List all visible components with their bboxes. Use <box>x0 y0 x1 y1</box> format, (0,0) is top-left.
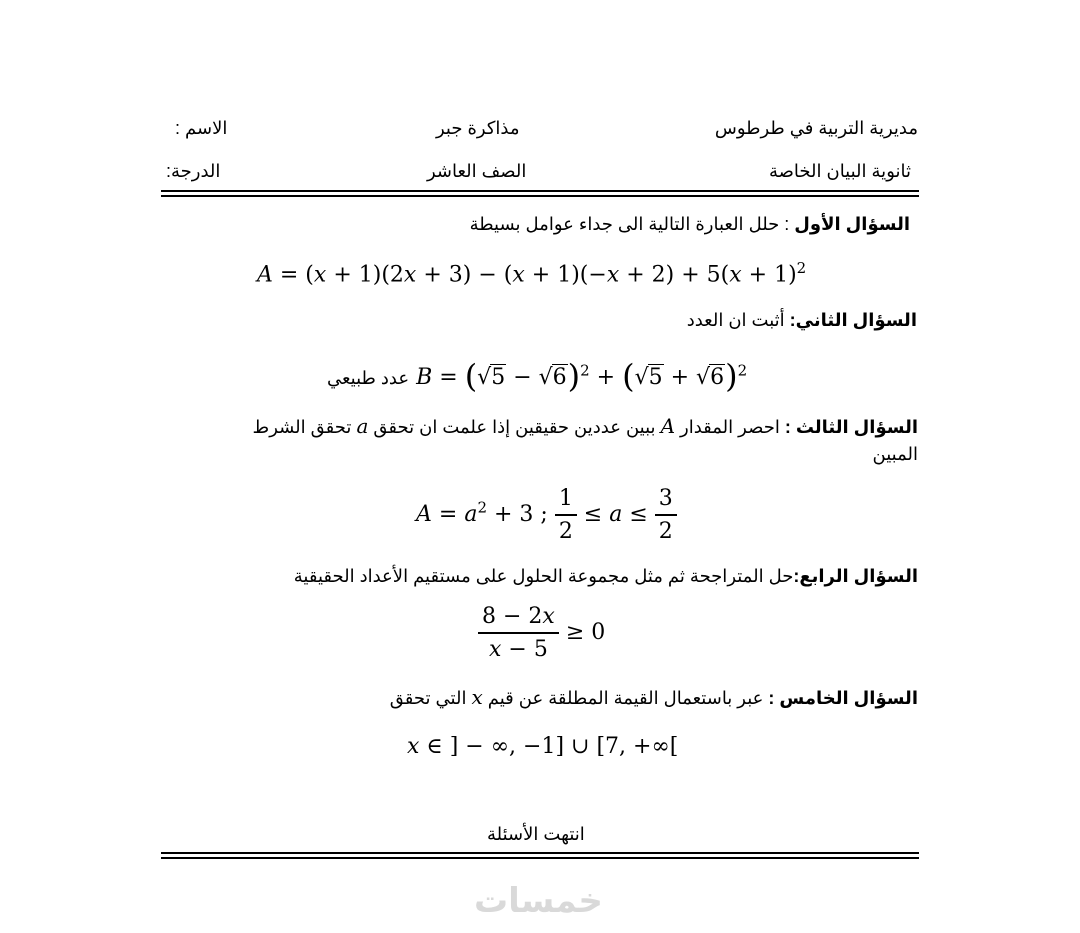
question-2-words: عدد طبيعي <box>327 368 410 388</box>
question-5-label: السؤال الخامس : <box>768 688 918 708</box>
question-5: السؤال الخامس : عبر باستعمال القيمة المطلقة عن قيم x التي تحقق <box>389 685 918 709</box>
end-of-questions: انتهت الأسئلة <box>487 824 585 844</box>
question-1 <box>470 214 910 235</box>
question-3-var-A: A <box>660 414 676 438</box>
question-4-expression: $\frac{8 - 2x}{x - 5}$ ≥ 0 <box>478 604 605 662</box>
header-divider-bottom <box>161 195 919 197</box>
question-5-var: x <box>471 685 483 709</box>
question-4-text: حل المتراجحة ثم مثل مجموعة الحلول على مستقيم الأعداد الحقيقية <box>293 566 794 586</box>
footer-divider-top <box>161 852 919 854</box>
question-4 <box>294 566 918 587</box>
question-3-expression: $A = a^2 + 3$ ; $\frac{1}{2}$ ≤ a ≤ $\frac{3}{2}$ <box>416 486 677 544</box>
question-2 <box>687 310 917 331</box>
question-3-label: السؤال الثالث : <box>784 417 918 437</box>
question-1-label: السؤال الأول <box>794 214 910 234</box>
grade-level: الصف العاشر <box>427 161 527 181</box>
question-3-line-2: المبين <box>872 444 918 464</box>
question-1-expression: $A = (x + 1)(2x + 3) - (x + 1)(-x + 2) + 5(x + 1)^2$ <box>257 259 807 288</box>
watermark-logo: خمسات <box>474 882 603 920</box>
school-name: ثانوية البيان الخاصة <box>768 161 911 181</box>
question-1-text: حلل العبارة التالية الى جداء عوامل بسيطة <box>469 214 780 234</box>
exam-title: مذاكرة جبر <box>436 118 520 138</box>
question-3-line-1: السؤال الثالث : احصر المقدار A ببين عددين حقيقين إذا علمت ان تحقق a تحقق الشرط <box>252 414 918 438</box>
score-label: الدرجة: <box>166 161 221 181</box>
footer-divider-bottom <box>161 857 919 859</box>
question-5-expression: x ∈ ] − ∞, −1] ∪ [7, +∞[ <box>407 734 679 759</box>
header-divider-top <box>161 190 919 192</box>
question-2-text: أثبت ان العدد <box>686 310 790 330</box>
question-2-expression: عدد طبيعي $B = (√5 - √6)^2 + (√5 + √6)^2$ <box>327 357 748 395</box>
directorate-name: مديرية التربية في طرطوس <box>714 118 918 138</box>
question-4-label: السؤال الرابع: <box>793 566 918 586</box>
q4-numerator: 8 − 2x <box>478 604 559 634</box>
name-label: الاسم : <box>175 118 228 138</box>
question-1-separator: : <box>779 214 795 234</box>
q4-denominator: x − 5 <box>489 637 548 662</box>
question-2-label: السؤال الثاني: <box>789 310 917 330</box>
question-3-var-a: a <box>356 414 369 438</box>
